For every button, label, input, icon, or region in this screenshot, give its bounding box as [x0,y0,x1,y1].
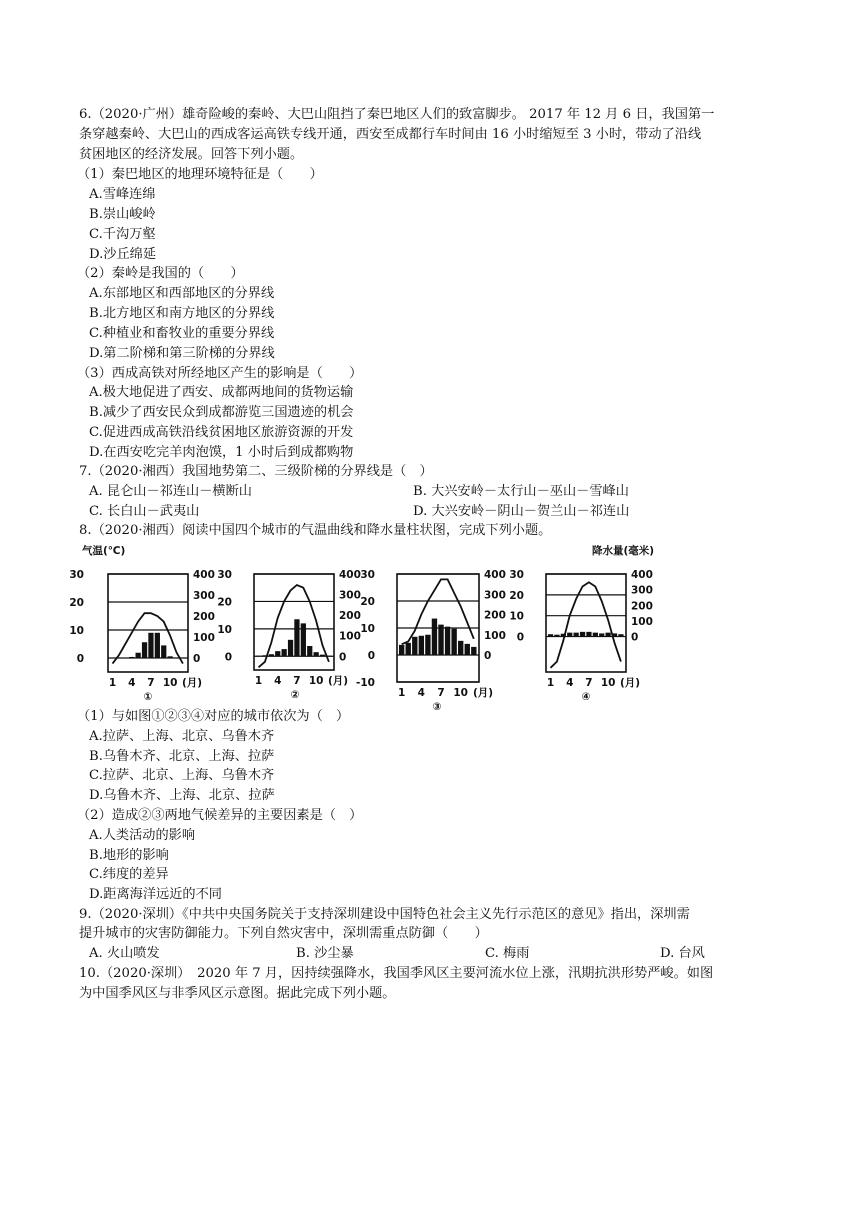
chart2-precip-bar [256,656,261,657]
chart3-precip-bar [412,637,417,655]
chart3-month-tick: 4 [417,687,425,699]
chart4-month-tick: 1 [546,677,555,689]
chart1-month-tick: 10 [162,677,178,689]
chart1-precip-bar [136,653,141,658]
chart2-precip-bar [320,655,325,657]
q6-sub1-option-b[interactable]: B.崇山峻岭 [89,207,156,222]
chart1-month-tick: 4 [128,677,136,689]
chart4-month-tick: 4 [566,677,574,689]
chart3-temp-tick: 20 [360,596,375,608]
chart3-precip-bar [432,619,437,655]
chart2-month-tick: 10 [308,675,324,687]
chart3-month-tick: 7 [437,687,445,699]
chart4-precip-bar [574,633,579,637]
chart4-precip-tick: 400 [631,569,653,581]
q8-sub2-option-b[interactable]: B.地形的影响 [89,848,169,863]
chart1-temp-tick: 0 [76,653,84,665]
chart1-month-tick: 1 [108,677,117,689]
chart2-month-tick: 1 [254,675,263,687]
chart2-temp-tick: 20 [217,596,232,609]
chart4-month-unit: (月) [620,677,641,689]
chart4-precip-bar [606,633,611,637]
q8-sub2-option-c[interactable]: C.纬度的差异 [89,867,169,882]
chart4-precip-bar [618,634,623,636]
chart3-precip-bar [438,625,443,655]
q7-stem: 7.（2020·湘西）我国地势第二、三级阶梯的分界线是（ ） [79,464,433,479]
chart1-precip-tick: 0 [193,653,201,665]
chart3-precip-bar [425,635,430,655]
q9-option-d[interactable]: D. 台风 [660,946,705,961]
q8-sub2-option-a[interactable]: A.人类活动的影响 [89,828,196,843]
q6-sub3-option-c[interactable]: C.促进西成高铁沿线贫困地区旅游资源的开发 [89,425,354,440]
chart2-precip-tick: 100 [339,630,361,643]
chart2-precip-bar [288,640,293,656]
q6-sub1: （1）秦巴地区的地理环境特征是（ ） [77,167,323,182]
chart3-precip-tick: 300 [484,589,506,602]
q9-stem-line2: 提升城市的灾害防御能力。下列自然灾害中，深圳需重点防御（ ） [79,926,488,941]
chart4-label: ④ [581,691,591,703]
q6-sub3-option-a[interactable]: A.极大地促进了西安、成都两地间的货物运输 [89,385,354,400]
chart2-precip-bar [314,652,319,656]
q6-sub2-option-a[interactable]: A.东部地区和西部地区的分界线 [89,286,275,301]
q6-stem-line2: 条穿越秦岭、大巴山的西成客运高铁专线开通，西安至成都行车时间由 16 小时缩短至 3 小时，带动了沿线 [79,127,702,142]
chart1-temp-tick: 20 [69,597,84,609]
chart3-precip-bar [458,641,463,655]
chart3-precip-bar [445,627,450,655]
chart4-precip-tick: 300 [631,584,653,597]
chart2-precip-tick: 400 [339,569,361,581]
chart1-precip-bar [142,642,147,658]
chart4-precip-bar [567,633,572,637]
chart1-month-unit: (月) [182,677,203,689]
chart4-precip-bar [599,633,604,636]
chart2-temp-tick: 30 [217,569,232,581]
chart4-precip-bar [580,632,585,637]
chart3-temp-tick: 10 [360,623,375,635]
chart3-precip-bar [406,643,411,655]
q8-sub1-option-b[interactable]: B.乌鲁木齐、北京、上海、拉萨 [89,749,275,764]
chart3-precip-bar [471,647,476,655]
chart3-temp-tick: -10 [356,677,375,689]
chart3-label: ③ [432,701,442,710]
chart1-axis-title: 气温(℃) [82,545,126,557]
chart2-precip-tick: 0 [339,651,347,664]
chart3-month-tick: 1 [398,687,406,699]
q7-option-a[interactable]: A. 昆仑山－祁连山－横断山 [89,484,252,499]
chart4-precip-bar [548,634,553,636]
chart4-temp-tick: 0 [516,631,524,644]
q7-option-b[interactable]: B. 大兴安岭－太行山－巫山－雪峰山 [413,484,629,499]
chart3-temp-curve [402,579,474,644]
chart1-precip-bar [168,656,173,658]
chart2-month-unit: (月) [328,675,349,687]
chart3-precip-tick: 100 [484,629,506,642]
chart3-precip-tick: 400 [484,569,506,581]
chart3-precip-bar [465,644,470,655]
q9-option-a[interactable]: A. 火山喷发 [89,946,160,961]
chart2-label: ② [290,689,300,701]
q6-sub3-option-b[interactable]: B.减少了西安民众到成都游览三国遗迹的机会 [89,405,354,420]
chart3-temp-tick: 0 [367,650,375,662]
chart1-precip-bar [129,657,134,658]
chart2-precip-bar [301,623,306,656]
q6-stem-line3: 贫困地区的经济发展。回答下列小题。 [79,147,304,162]
chart1-temp-tick: 30 [69,569,84,581]
chart3-precip-bar [419,636,424,655]
q8-sub2-option-d[interactable]: D.距离海洋远近的不同 [89,887,222,902]
chart4-precip-bar [586,632,591,637]
chart2-temp-tick: 10 [217,623,232,636]
q6-sub1-option-d[interactable]: D.沙丘绵延 [89,247,157,262]
chart2-precip-bar [294,619,299,656]
q6-sub1-option-a[interactable]: A.雪峰连绵 [89,187,156,202]
q6-sub1-option-c[interactable]: C.千沟万壑 [89,227,156,242]
q9-option-b[interactable]: B. 沙尘暴 [296,946,354,961]
chart2-month-tick: 7 [293,675,301,687]
chart3-month-unit: (月) [473,687,494,699]
chart1-month-tick: 7 [147,677,155,689]
chart2-precip-bar [282,649,287,656]
chart4-temp-tick: 30 [509,569,524,581]
chart3-precip-tick: 0 [484,650,492,662]
q8-sub1-option-c[interactable]: C.拉萨、北京、上海、乌鲁木齐 [89,768,275,783]
chart4-axis-title: 降水量(毫米) [592,545,655,557]
chart2-month-tick: 4 [274,675,282,687]
q7-option-d[interactable]: D. 大兴安岭－阴山－贺兰山－祁连山 [413,504,630,519]
chart1-precip-tick: 200 [193,611,215,623]
q8-sub1: （1）与如图①②③④对应的城市依次为（ ） [77,709,350,724]
q8-stem: 8.（2020·湘西）阅读中国四个城市的气温曲线和降水量柱状图，完成下列小题。 [79,523,552,538]
q7-option-c[interactable]: C. 长白山－武夷山 [89,504,200,519]
q10-stem-line1: 10.（2020·深圳） 2020 年 7 月，因持续强降水，我国季风区主要河流水位上涨，汛期抗洪形势严峻。如图 [79,966,714,981]
chart2-precip-bar [269,654,274,656]
q8-sub2: （2）造成②③两地气候差异的主要因素是（ ） [77,808,363,823]
chart4-precip-bar [593,633,598,637]
q6-sub2-option-b[interactable]: B.北方地区和南方地区的分界线 [89,306,275,321]
q6-sub2-option-c[interactable]: C.种植业和畜牧业的重要分界线 [89,326,275,341]
q6-sub2-option-d[interactable]: D.第二阶梯和第三阶梯的分界线 [89,346,275,361]
chart1-precip-tick: 100 [193,632,215,644]
chart4-temp-tick: 10 [509,610,524,623]
chart1-precip-bar [161,645,166,658]
chart3-precip-bar [451,629,456,655]
climate-charts [0,542,860,710]
chart1-temp-curve [113,613,183,663]
chart4-precip-tick: 200 [631,600,653,613]
chart4-temp-tick: 20 [509,589,524,602]
chart1-temp-tick: 10 [69,625,84,637]
q8-sub1-option-d[interactable]: D.乌鲁木齐、上海、北京、拉萨 [89,788,275,803]
chart3-precip-tick: 200 [484,609,506,622]
q8-sub1-option-a[interactable]: A.拉萨、上海、北京、乌鲁木齐 [89,729,275,744]
chart2-precip-tick: 300 [339,589,361,602]
q6-sub2: （2）秦岭是我国的（ ） [77,266,244,281]
chart2-precip-bar [275,651,280,656]
chart1-precip-tick: 400 [193,569,215,581]
chart4-precip-tick: 0 [631,631,639,644]
chart2-precip-tick: 200 [339,610,361,623]
chart3-month-tick: 10 [453,687,469,699]
chart1-precip-tick: 300 [193,590,215,602]
chart3-temp-tick: 30 [360,569,375,581]
chart1-precip-bar [148,633,153,658]
chart3-precip-bar [399,645,404,655]
chart2-precip-bar [307,646,312,656]
chart1-label: ① [143,691,153,703]
chart4-month-tick: 7 [585,677,593,689]
chart2-temp-tick: 0 [224,651,232,664]
q10-stem-line2: 为中国季风区与非季风区示意图。据此完成下列小题。 [79,986,396,1001]
chart4-month-tick: 10 [600,677,616,689]
q9-stem-line1: 9.（2020·深圳）《中共中央国务院关于支持深圳建设中国特色社会主义先行示范区的意见》指出，深圳需 [79,907,690,922]
climate-charts-svg [0,542,860,710]
q6-sub3-option-d[interactable]: D.在西安吃完羊肉泡馍，1 小时后到成都购物 [89,445,354,460]
q6-sub3: （3）西成高铁对所经地区产生的影响是（ ） [77,366,363,381]
chart4-precip-bar [554,635,559,637]
chart1-frame [108,574,188,672]
q9-option-c[interactable]: C. 梅雨 [485,946,530,961]
chart4-precip-tick: 100 [631,615,653,628]
q6-stem-line1: 6.（2020·广州）雄奇险峻的秦岭、大巴山阻挡了秦巴地区人们的致富脚步。 2017 年 12 月 6 日，我国第一 [79,107,715,122]
chart1-precip-bar [155,633,160,658]
